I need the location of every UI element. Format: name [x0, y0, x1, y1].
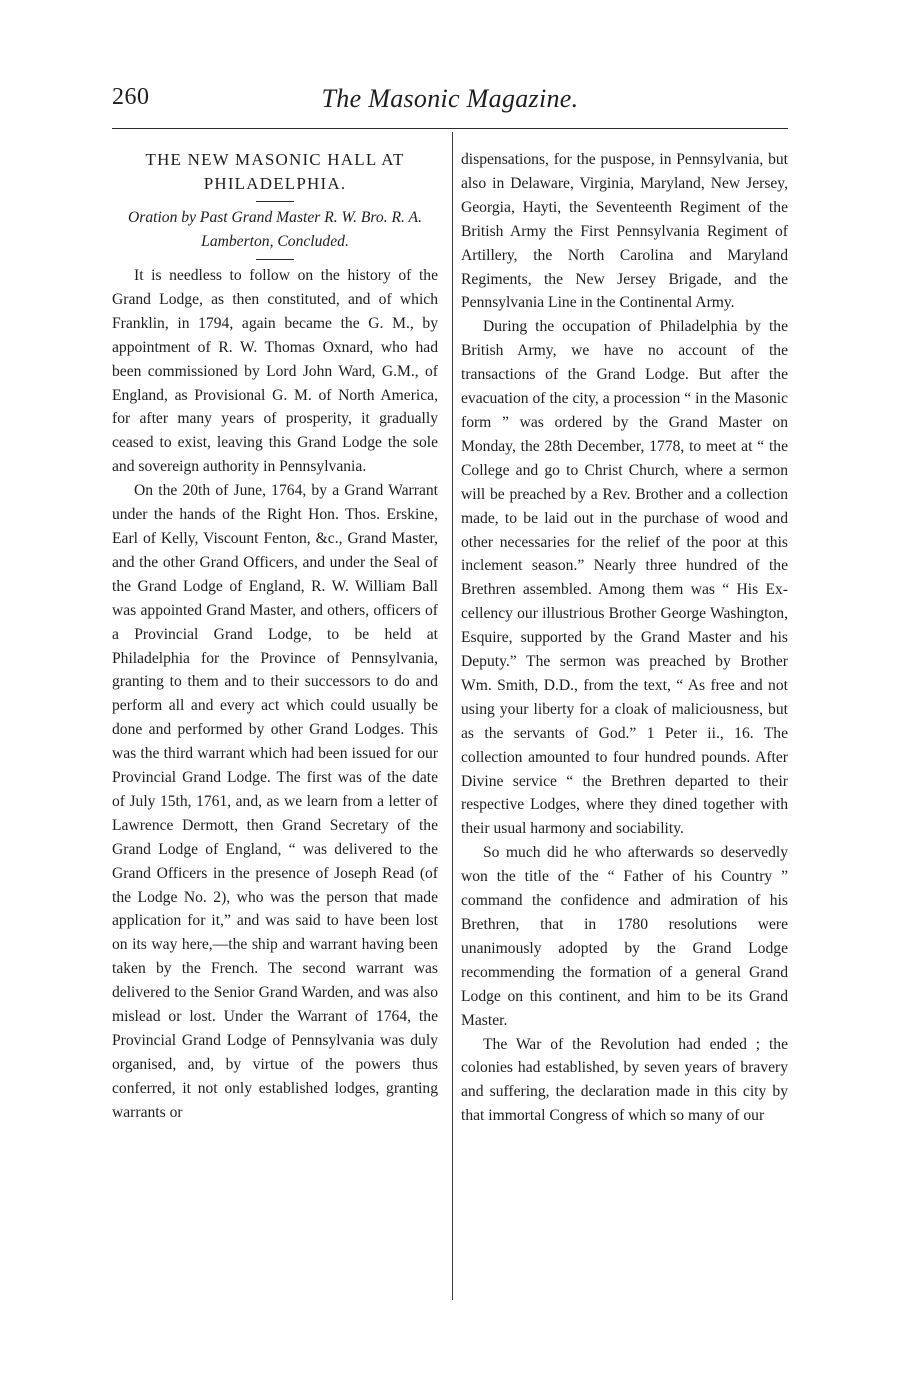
- paragraph-dispensations: dispensations, for the puspose, in Pennsylvania, but also in Delaware, Virginia, Maryland, New Jersey, Georgia, Hayti, the Seventeenth Regiment of the British Army the First Pennsylvania Regiment of Artillery, the North Carolina and Maryland Regiments, the New Jersey Brigade, and the Pennsylvania Line in the Continental Army.: [461, 151, 788, 312]
- article-title: THE NEW MASONIC HALL AT PHILADELPHIA.: [145, 150, 405, 193]
- title-rule: [256, 201, 294, 202]
- right-column: [461, 148, 788, 1128]
- subtitle-rule: [256, 259, 294, 260]
- paragraph-warrant-1764: On the 20th of June, 1764, by a Grand Warrant under the hands of the Right Hon. Thos. Erskine, Earl of Kelly, Viscount Fenton, &c., Grand Master, and the other Grand Officers, and under the Seal of the Grand Lodge of England, R. W. William Ball was appointed Grand Master, and others, officers of a Provincial Grand Lodge, to be held at Philadelphia for the Province of Pennsylvania, granting to them and to their successors to do and perform all and every act which could usually be done and performed by other Grand Lodges. This was the third warrant which had been issued for our Provincial Grand Lodge. The first was of the date of July 15th, 1761, and, as we learn from a letter of Lawrence Dermott, then Grand Secretary of the Grand Lodge of England, “ was delivered to the Grand Officers in the presence of Joseph Read (of the Lodge No. 2), who was the person that made application for it,” and was said to have been lost on its way here,—the ship and warrant having been taken by the French. The second warrant was delivered to the Senior Grand Warden, and was also mislead or lost. Under the Warrant of 1764, the Provincial Grand Lodge of Pennsylvania was duly organised, and, by virtue of the powers thus conferred, it not only established lodges, granting warrants or: [112, 482, 438, 1121]
- paragraph-grand-lodge-history: It is needless to follow on the history of the Grand Lodge, as then constituted, and of which Franklin, in 1794, again became the G. M., by appointment of R. W. Thomas Oxnard, who had been commissioned by Lord John Ward, G.M., of England, as Provisional G. M. of North America, for after many years of prosperity, it gradually ceased to exist, leaving this Grand Lodge the sole and sovereign authority in Pennsylvania.: [112, 267, 438, 476]
- paragraph-occupation: During the occupation of Philadelphia by the British Army, we have no account of the transactions of the Grand Lodge. But after the evacuation of the city, a procession “ in the Masonic form ” was ordered by the Grand Master on Monday, the 28th December, 1778, to meet at “ the College and go to Christ Church, where a sermon will be preached by a Rev. Brother and a collection made, to be laid out in the purchase of wood and other necessaries for the relief of the poor at this inclement season.” Nearly three hundred of the Brethren assembled. Among them was “ His Excellency our illustrious Brother George Washington, Esquire, supported by the Grand Master and his Deputy.” The sermon was preached by Brother Wm. Smith, D.D., from the text, “ As free and not using your liberty for a cloak of maliciousness, but as the servants of God.” 1 Peter ii., 16. The collection amounted to four hundred pounds. After Divine service “ the Brethren departed to their respective Lodges, where they dined together with their usual harmony and sociability.: [461, 318, 788, 838]
- left-column: [112, 148, 438, 1125]
- page-header: [112, 84, 788, 124]
- paragraph-father-of-country: So much did he who afterwards so deservedly won the title of the “ Father of his Country ” command the confidence and admiration of his Brethren, that in 1780 resolutions were unanimously adopted by the Grand Lodge recommending the formation of a general Grand Lodge on this continent, and him to be its Grand Master.: [461, 844, 788, 1029]
- column-divider: [452, 132, 453, 1300]
- header-rule: [112, 128, 788, 129]
- article-subtitle: Oration by Past Grand Master R. W. Bro. R. A. Lamberton, Concluded.: [128, 209, 422, 250]
- paragraph-war-of-revolution: The War of the Revolution had ended ; the colonies had established, by seven years of bravery and suffering, the declaration made in this city by that immortal Congress of which so many of our: [461, 1035, 788, 1125]
- page-number: 260: [112, 84, 150, 110]
- running-title: The Masonic Magazine.: [321, 84, 579, 113]
